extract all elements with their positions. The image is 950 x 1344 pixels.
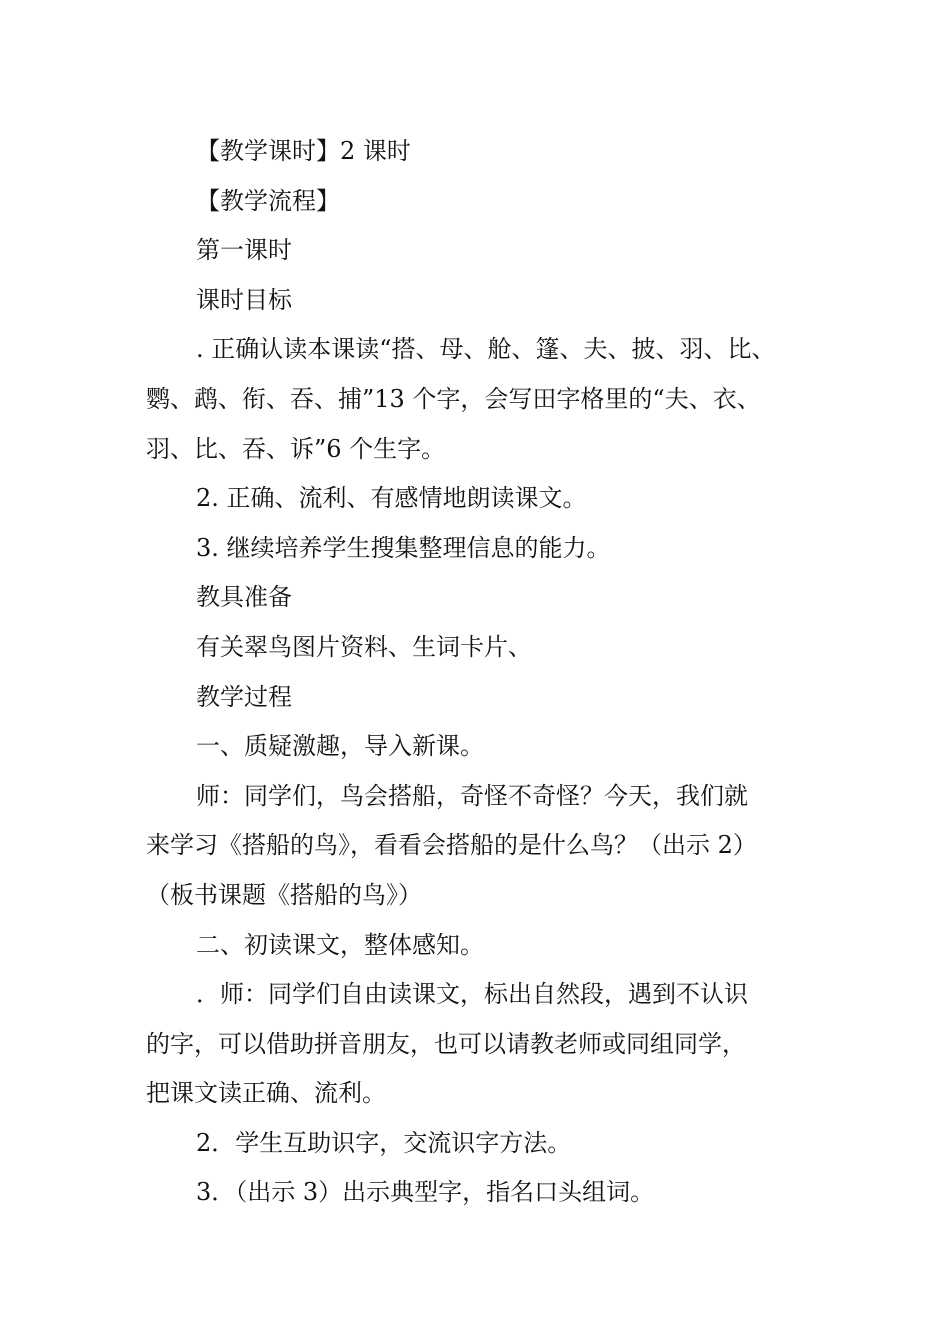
paragraph-first-lesson: 第一课时	[196, 236, 292, 265]
paragraph-teaching-aids-heading: 教具准备	[196, 583, 292, 612]
paragraph-teacher-intro	[146, 772, 828, 921]
paragraph-line: （板书课题《搭船的鸟》）	[146, 880, 422, 909]
paragraph-goal-1	[146, 325, 828, 474]
paragraph-step-2-heading: 二、初读课文，整体感知。	[196, 930, 484, 959]
paragraph-line: 来学习《搭船的鸟》，看看会搭船的是什么鸟？（出示 2）	[146, 831, 757, 860]
paragraph-line: . 正确认读本课读“搭、母、舱、篷、夫、披、羽、比、	[196, 335, 776, 364]
paragraph-step-2-item-1	[146, 970, 828, 1119]
paragraph-teaching-aids: 有关翠鸟图片资料、生词卡片、	[196, 632, 532, 661]
document-body	[146, 127, 828, 1218]
paragraph-line: 师：同学们，鸟会搭船，奇怪不奇怪？今天，我们就	[196, 781, 748, 810]
paragraph-line: 鹦、鹉、衔、吞、捕”13 个字，会写田字格里的“夫、衣、	[146, 384, 761, 413]
paragraph-goal-2: 2. 正确、流利、有感情地朗读课文。	[196, 484, 587, 513]
paragraph-line: 把课文读正确、流利。	[146, 1079, 386, 1108]
paragraph-step-2-item-2: 2．学生互助识字，交流识字方法。	[196, 1128, 572, 1157]
paragraph-line: ．师：同学们自由读课文，标出自然段，遇到不认识	[196, 980, 748, 1009]
paragraph-goal-3: 3. 继续培养学生搜集整理信息的能力。	[196, 533, 611, 562]
paragraph-lesson-goals: 课时目标	[196, 285, 292, 314]
paragraph-teaching-hours: 【教学课时】2 课时	[196, 137, 411, 165]
paragraph-line: 羽、比、吞、诉”6 个生字。	[146, 434, 446, 463]
paragraph-teaching-process-heading: 【教学流程】	[196, 186, 340, 215]
paragraph-step-2-item-3: 3．（出示 3）出示典型字，指名口头组词。	[196, 1178, 655, 1207]
paragraph-line: 的字，可以借助拼音朋友，也可以请教老师或同组同学，	[146, 1029, 746, 1058]
paragraph-step-1-heading: 一、质疑激趣，导入新课。	[196, 732, 484, 761]
paragraph-teaching-steps-heading: 教学过程	[196, 682, 292, 711]
